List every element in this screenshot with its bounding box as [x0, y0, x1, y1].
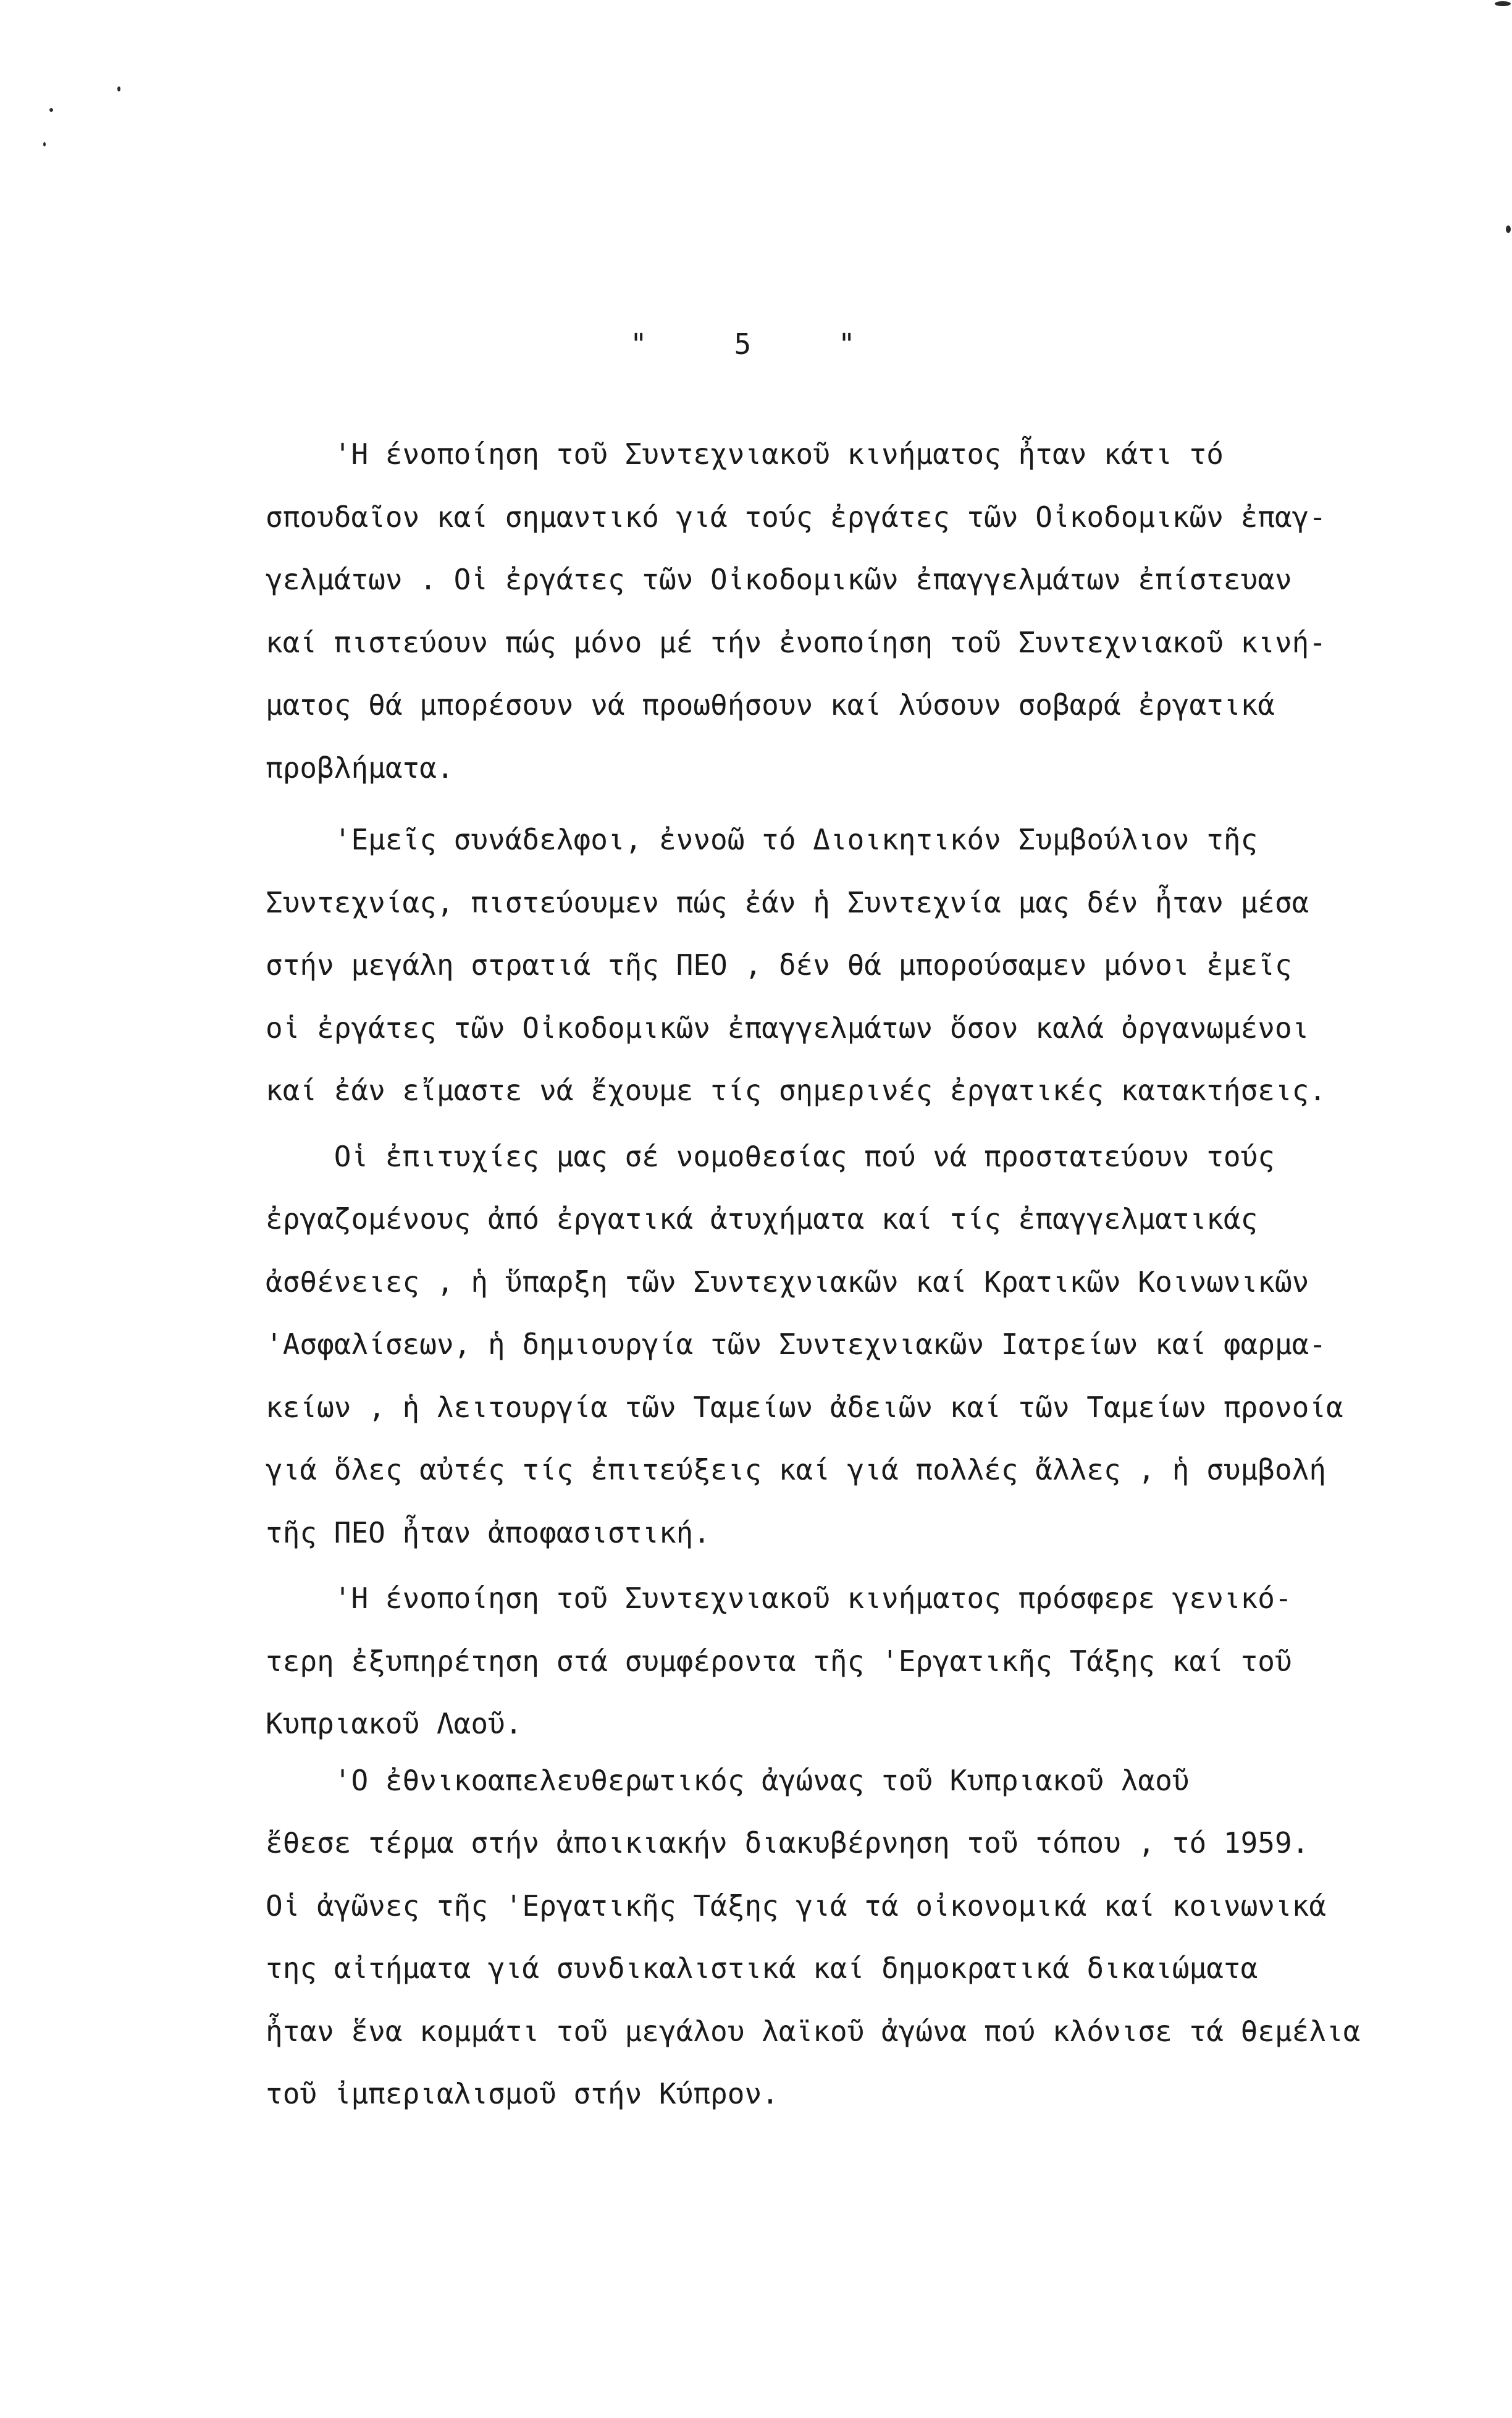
- text-line: κείων , ἡ λειτουργία τῶν Ταμείων ἀδειῶν καί τῶν Ταμείων προνοία: [266, 1391, 1343, 1424]
- page-number: " 5 ": [630, 327, 859, 361]
- scan-speck: [1506, 225, 1511, 233]
- text-line: γελμάτων . Οἱ ἐργάτες τῶν Οἰκοδομικῶν ἐπαγγελμάτων ἐπίστευαν: [266, 563, 1292, 596]
- text-line: στήν μεγάλη στρατιά τῆς ΠΕΟ , δέν θά μπορούσαμεν μόνοι ἐμεῖς: [266, 948, 1292, 982]
- text-line: 'Ασφαλίσεων, ἡ δημιουργία τῶν Συντεχνιακῶν Ιατρείων καί φαρμα-: [266, 1328, 1327, 1361]
- text-line: καί ἐάν εἴμαστε νά ἔχουμε τίς σημερινές ἐργατικές κατακτήσεις.: [266, 1074, 1327, 1107]
- text-line: ἦταν ἕνα κομμάτι τοῦ μεγάλου λαϊκοῦ ἀγώνα πού κλόνισε τά θεμέλια: [266, 2015, 1361, 2048]
- text-line: προβλήματα.: [266, 751, 454, 785]
- scan-speck: [43, 142, 46, 146]
- text-line: ἀσθένειες , ἡ ὕπαρξη τῶν Συντεχνιακῶν καί Κρατικῶν Κοινωνικῶν: [266, 1265, 1309, 1299]
- text-line: καί πιστεύουν πώς μόνο μέ τήν ἐνοποίηση τοῦ Συντεχνιακοῦ κινή-: [266, 626, 1327, 659]
- text-line: Οἱ ἀγῶνες τῆς 'Εργατικῆς Τάξης γιά τά οἰκονομικά καί κοινωνικά: [266, 1889, 1327, 1923]
- text-line: Συντεχνίας, πιστεύουμεν πώς ἐάν ἡ Συντεχνία μας δέν ἦταν μέσα: [266, 886, 1309, 919]
- text-line: ἔθεσε τέρμα στήν ἀποικιακήν διακυβέρνηση τοῦ τόπου , τό 1959.: [266, 1826, 1309, 1860]
- text-line: της αἰτήματα γιά συνδικαλιστικά καί δημοκρατικά δικαιώματα: [266, 1952, 1258, 1985]
- text-line: τῆς ΠΕΟ ἦταν ἀποφασιστική.: [266, 1516, 711, 1549]
- text-line: σπουδαῖον καί σημαντικό γιά τούς ἐργάτες τῶν Οἰκοδομικῶν ἐπαγ-: [266, 500, 1327, 534]
- text-line: τοῦ ἰμπεριαλισμοῦ στήν Κύπρον.: [266, 2077, 779, 2110]
- text-line: 'Ο ἐθνικοαπελευθερωτικός ἀγώνας τοῦ Κυπριακοῦ λαοῦ: [266, 1764, 1190, 1797]
- text-line: ἐργαζομένους ἀπό ἐργατικά ἀτυχήματα καί τίς ἐπαγγελματικάς: [266, 1202, 1258, 1236]
- text-line: ματος θά μπορέσουν νά προωθήσουν καί λύσουν σοβαρά ἐργατικά: [266, 688, 1275, 722]
- scan-speck: [49, 108, 53, 112]
- text-line: Οἱ ἐπιτυχίες μας σέ νομοθεσίας πού νά προστατεύουν τούς: [266, 1140, 1275, 1173]
- text-line: γιά ὅλες αὐτές τίς ἐπιτεύξεις καί γιά πολλές ἄλλες , ἡ συμβολή: [266, 1453, 1327, 1486]
- text-line: 'Εμεῖς συνάδελφοι, ἐννοῶ τό Διοικητικόν Συμβούλιον τῆς: [266, 823, 1258, 856]
- text-line: τερη ἐξυπηρέτηση στά συμφέροντα τῆς 'Εργατικῆς Τάξης καί τοῦ: [266, 1645, 1292, 1678]
- text-line: 'Η ένοποίηση τοῦ Συντεχνιακοῦ κινήματος πρόσφερε γενικό-: [266, 1582, 1292, 1615]
- text-line: Κυπριακοῦ Λαοῦ.: [266, 1707, 523, 1740]
- text-line: οἱ ἐργάτες τῶν Οἰκοδομικῶν ἐπαγγελμάτων ὅσον καλά ὀργανωμένοι: [266, 1011, 1309, 1045]
- scan-speck: [1495, 1, 1511, 6]
- scan-speck: [117, 86, 120, 91]
- text-line: 'Η ένοποίηση τοῦ Συντεχνιακοῦ κινήματος ἦταν κάτι τό: [266, 437, 1224, 471]
